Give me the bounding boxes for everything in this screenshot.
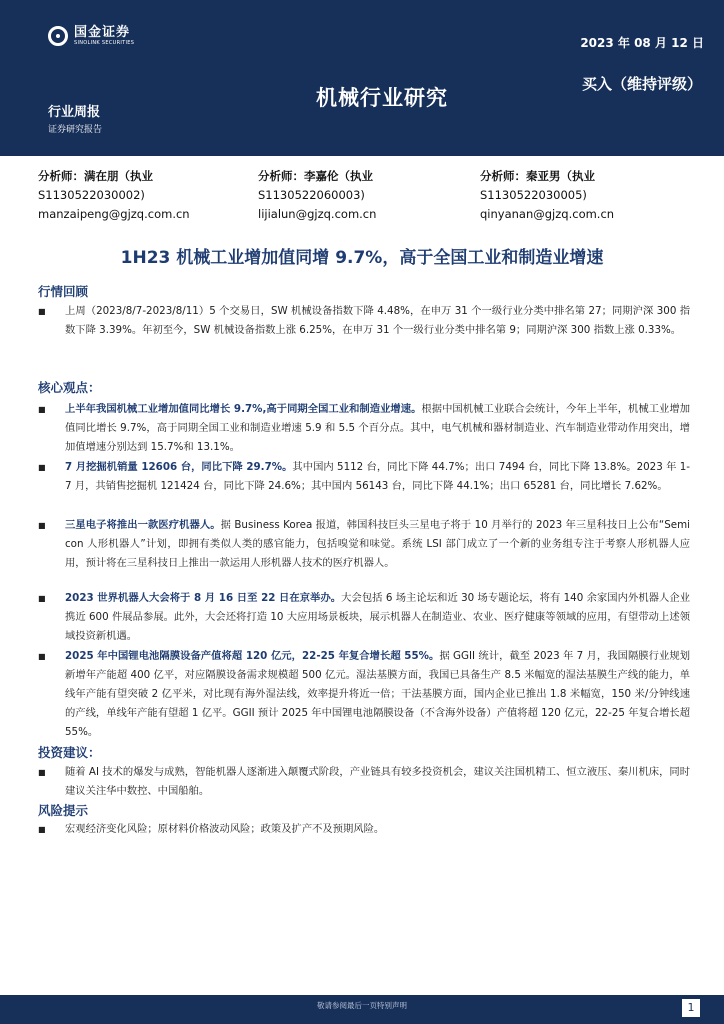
rating-label: 买入（维持评级） [581, 75, 702, 93]
section-title-core: 核心观点： [38, 380, 101, 395]
bullet-lead: 三星电子将推出一款医疗机器人。 [65, 519, 221, 531]
bullet-square-icon: ■ [38, 768, 46, 777]
list-item [38, 302, 690, 340]
section-title-risk: 风险提示 [38, 803, 89, 818]
report-header [0, 0, 724, 156]
bullet-lead: 7 月挖掘机销量 12606 台，同比下降 29.7%。 [65, 461, 293, 473]
bullet-lead: 2025 年中国锂电池隔膜设备产值将超 120 亿元，22-25 年复合增长超 55%。 [65, 650, 440, 662]
bullet-text: 据 Business Korea 报道，韩国科技巨头三星电子将于 10 月举行的 2023 年三星科技日上公布“Semicon 人形机器人”计划，即拥有类似人类的感官能力，包括嗅觉和味觉。系统 LSI 部门成立了一个新的业务组专注于考察人形机器人应用，预计将在三星科技日上推出一款运用人形机器人技术的医疗机器人。 [65, 519, 690, 569]
list-item [38, 647, 690, 742]
report-title: 机械行业研究 [316, 86, 448, 110]
list-item [38, 516, 690, 573]
logo-english-name: SINOLINK SECURITIES [74, 40, 135, 46]
list-item [38, 400, 690, 457]
section-title-market: 行情回顾 [38, 284, 89, 299]
page-number: 1 [682, 999, 700, 1017]
bullet-lead: 2023 世界机器人大会将于 8 月 16 日至 22 日在京举办。 [65, 592, 342, 604]
list-item [38, 820, 690, 839]
bullet-text: 随着 AI 技术的爆发与成熟，智能机器人逐渐进入颠覆式阶段，产业链具有较多投资机会，建议关注国机精工、恒立液压、秦川机床，同时建议关注华中数控、中国船舶。 [65, 766, 690, 797]
list-item [38, 458, 690, 496]
analyst-cert: S1130522060003) [258, 188, 365, 202]
analyst-name: 分析师：满在朋（执业 [38, 169, 153, 183]
company-logo [48, 26, 134, 46]
bullet-square-icon: ■ [38, 594, 46, 603]
section-title-invest: 投资建议： [38, 745, 101, 760]
bullet-square-icon: ■ [38, 652, 46, 661]
analyst-name: 分析师：秦亚男（执业 [480, 169, 595, 183]
analyst-name: 分析师：李嘉伦（执业 [258, 169, 373, 183]
bullet-square-icon: ■ [38, 825, 46, 834]
report-date: 2023 年 08 月 12 日 [580, 36, 704, 50]
analyst-email[interactable]: qinyanan@gjzq.com.cn [480, 207, 615, 221]
list-item [38, 763, 690, 801]
report-subtype: 证券研究报告 [48, 125, 103, 135]
bullet-square-icon: ■ [38, 307, 46, 316]
bullet-square-icon: ■ [38, 463, 46, 472]
analyst-cert: S1130522030005) [480, 188, 587, 202]
logo-circle-icon [48, 26, 68, 46]
list-item [38, 589, 690, 646]
logo-chinese-name: 国金证券 [74, 25, 131, 40]
report-type: 行业周报 [48, 105, 101, 120]
analyst-cert: S1130522030002) [38, 188, 145, 202]
bullet-text: 宏观经济变化风险；原材料价格波动风险；政策及扩产不及预期风险。 [65, 823, 385, 835]
bullet-text: 大会包括 6 场主论坛和近 30 场专题论坛，将有 140 余家国内外机器人企业携近 600 件展品参展。此外，大会还将打造 10 大应用场景板块，展示机器人在制造业、农业、医疗健康等领域的应用，有望带动上述领域投资新机遇。 [65, 592, 690, 642]
analyst-card [38, 167, 190, 224]
analyst-card [258, 167, 376, 224]
bullet-square-icon: ■ [38, 521, 46, 530]
bullet-text: 上周（2023/8/7-2023/8/11）5 个交易日，SW 机械设备指数下降 4.48%，在申万 31 个一级行业分类中排名第 27；同期沪深 300 指数下降 3.39%。年初至今，SW 机械设备指数上涨 6.25%，在申万 31 个一级行业分类中排名第 9；同期沪深 300 指数上涨 0.33%。 [65, 305, 690, 336]
bullet-text: 根据中国机械工业联合会统计，今年上半年，机械工业增加值同比增长 9.7%，高于同期全国工业和制造业增速 5.9 和 5.5 个百分点。其中，电气机械和器材制造业、汽车制造业带动作用突出，增加值增速分别达到 15.7%和 13.1%。 [65, 403, 690, 453]
analyst-email[interactable]: manzaipeng@gjzq.com.cn [38, 207, 190, 221]
bullet-lead: 上半年我国机械工业增加值同比增长 9.7%,高于同期全国工业和制造业增速。 [65, 403, 422, 415]
footer-disclaimer-link[interactable]: 敬请参阅最后一页特别声明 [317, 1001, 407, 1010]
report-headline: 1H23 机械工业增加值同增 9.7%，高于全国工业和制造业增速 [120, 248, 604, 268]
bullet-text: 其中国内 5112 台，同比下降 44.7%；出口 7494 台，同比下降 13.8%。2023 年 1-7 月，共销售挖掘机 121424 台，同比下降 24.6%；其中国内 56143 台，同比下降 44.1%；出口 65281 台，同比增长 7.62%。 [65, 461, 690, 492]
bullet-square-icon: ■ [38, 405, 46, 414]
bullet-text: 据 GGII 统计，截至 2023 年 7 月，我国隔膜行业规划新增年产能超 400 亿平，对应隔膜设备需求规模超 500 亿元。湿法基膜方面，我国已具备生产 8.5 米幅宽的湿法基膜生产线的能力，单线年产能有望突破 2 亿平米，对比现有海外湿法线，效率提升将近一倍；干法基膜方面，国内企业已推出 1.8 米幅宽，150 米/分钟线速的产线，单线年产能有望超 1 亿平。GGII 预计 2025 年中国锂电池隔膜设备（不含海外设备）产值将超 120 亿元，22-25 年复合增长超 55%。 [65, 650, 690, 738]
analyst-email[interactable]: lijialun@gjzq.com.cn [258, 207, 377, 221]
analyst-card [480, 167, 614, 224]
